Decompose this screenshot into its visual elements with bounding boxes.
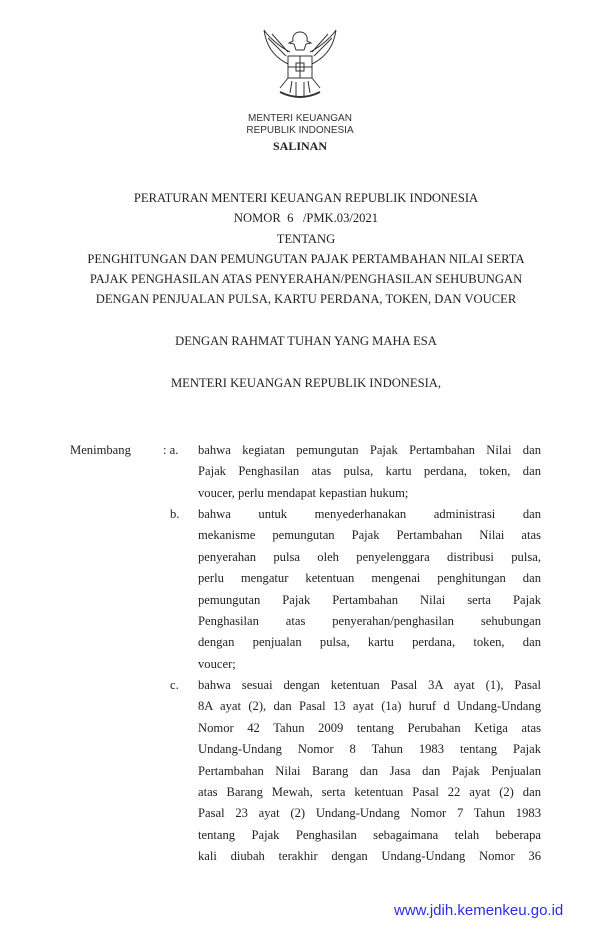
item-text-line: Penghasilan atas penyerahan/penghasilan sehubungan bbox=[198, 614, 541, 628]
item-text-line: voucer, perlu mendapat kepastian hukum; bbox=[198, 485, 409, 500]
item-marker: c. bbox=[170, 678, 179, 692]
about-heading: TENTANG bbox=[276, 232, 336, 246]
issuer: MENTERI KEUANGAN REPUBLIK INDONESIA, bbox=[170, 376, 442, 390]
item-text-line: pemungutan Pajak Pertambahan Nilai serta Pajak bbox=[198, 592, 541, 607]
item-text-line: penyerahan pulsa oleh penyelenggara distribusi pulsa, bbox=[198, 549, 541, 564]
item-text-line: Pasal 23 ayat (2) Undang-Undang Nomor 7 Tahun 1983 bbox=[198, 806, 541, 821]
item-text-line: mekanisme pemungutan Pajak Pertambahan Nilai atas bbox=[198, 528, 541, 543]
item-text-line: Pertambahan Nilai Barang dan Jasa dan Pajak Penjualan bbox=[198, 763, 541, 778]
item-text-line: tentang Pajak Penghasilan sebagaimana telah beberapa bbox=[198, 827, 541, 842]
item-marker: : a. bbox=[163, 443, 179, 457]
item-text-line: perlu mengatur ketentuan mengenai penghitungan dan bbox=[198, 571, 541, 586]
ministry-line-2: REPUBLIK INDONESIA bbox=[246, 125, 354, 136]
item-marker: b. bbox=[170, 507, 180, 521]
item-text-line: voucer; bbox=[198, 656, 236, 671]
regulation-title: PERATURAN MENTERI KEUANGAN REPUBLIK INDONESIA bbox=[133, 191, 479, 205]
jdih-link[interactable]: www.jdih.kemenkeu.go.id bbox=[394, 902, 564, 919]
subject-line: PENGHITUNGAN DAN PEMUNGUTAN PAJAK PERTAMBAHAN NILAI SERTA bbox=[87, 252, 525, 266]
subject-line: DENGAN PENJUALAN PULSA, KARTU PERDANA, TOKEN, DAN VOUCER bbox=[95, 292, 517, 306]
item-text-line: dengan penjualan pulsa, kartu perdana, token, dan bbox=[198, 635, 541, 650]
considering-label: Menimbang bbox=[70, 443, 131, 457]
subject-line: PAJAK PENGHASILAN ATAS PENYERAHAN/PENGHASILAN SEHUBUNGAN bbox=[89, 272, 523, 286]
ministry-line-1: MENTERI KEUANGAN bbox=[248, 113, 352, 124]
item-text-line: 8A ayat (2), dan Pasal 13 ayat (1a) huruf d Undang-Undang bbox=[198, 699, 541, 714]
item-text-line: atas Barang Mewah, serta ketentuan Pasal 22 ayat (2) dan bbox=[198, 785, 541, 799]
item-text-line: bahwa kegiatan pemungutan Pajak Pertambahan Nilai dan bbox=[198, 443, 541, 457]
item-text-line: bahwa sesuai dengan ketentuan Pasal 3A ayat (1), Pasal bbox=[198, 678, 541, 692]
item-text-line: Nomor 42 Tahun 2009 tentang Perubahan Ketiga atas bbox=[198, 720, 541, 735]
invocation: DENGAN RAHMAT TUHAN YANG MAHA ESA bbox=[175, 334, 437, 348]
garuda-emblem-icon bbox=[262, 26, 338, 106]
item-text-line: Undang-Undang Nomor 8 Tahun 1983 tentang Pajak bbox=[198, 742, 541, 757]
item-text-line: kali diubah terakhir dengan Undang-Undang Nomor 36 bbox=[198, 849, 541, 864]
salinan-stamp: SALINAN bbox=[272, 139, 327, 153]
regulation-number: NOMOR 6 /PMK.03/2021 bbox=[233, 211, 379, 225]
item-text-line: Pajak Penghasilan atas pulsa, kartu perdana, token, dan bbox=[198, 464, 541, 479]
item-text-line: bahwa untuk menyederhanakan administrasi dan bbox=[198, 507, 541, 521]
